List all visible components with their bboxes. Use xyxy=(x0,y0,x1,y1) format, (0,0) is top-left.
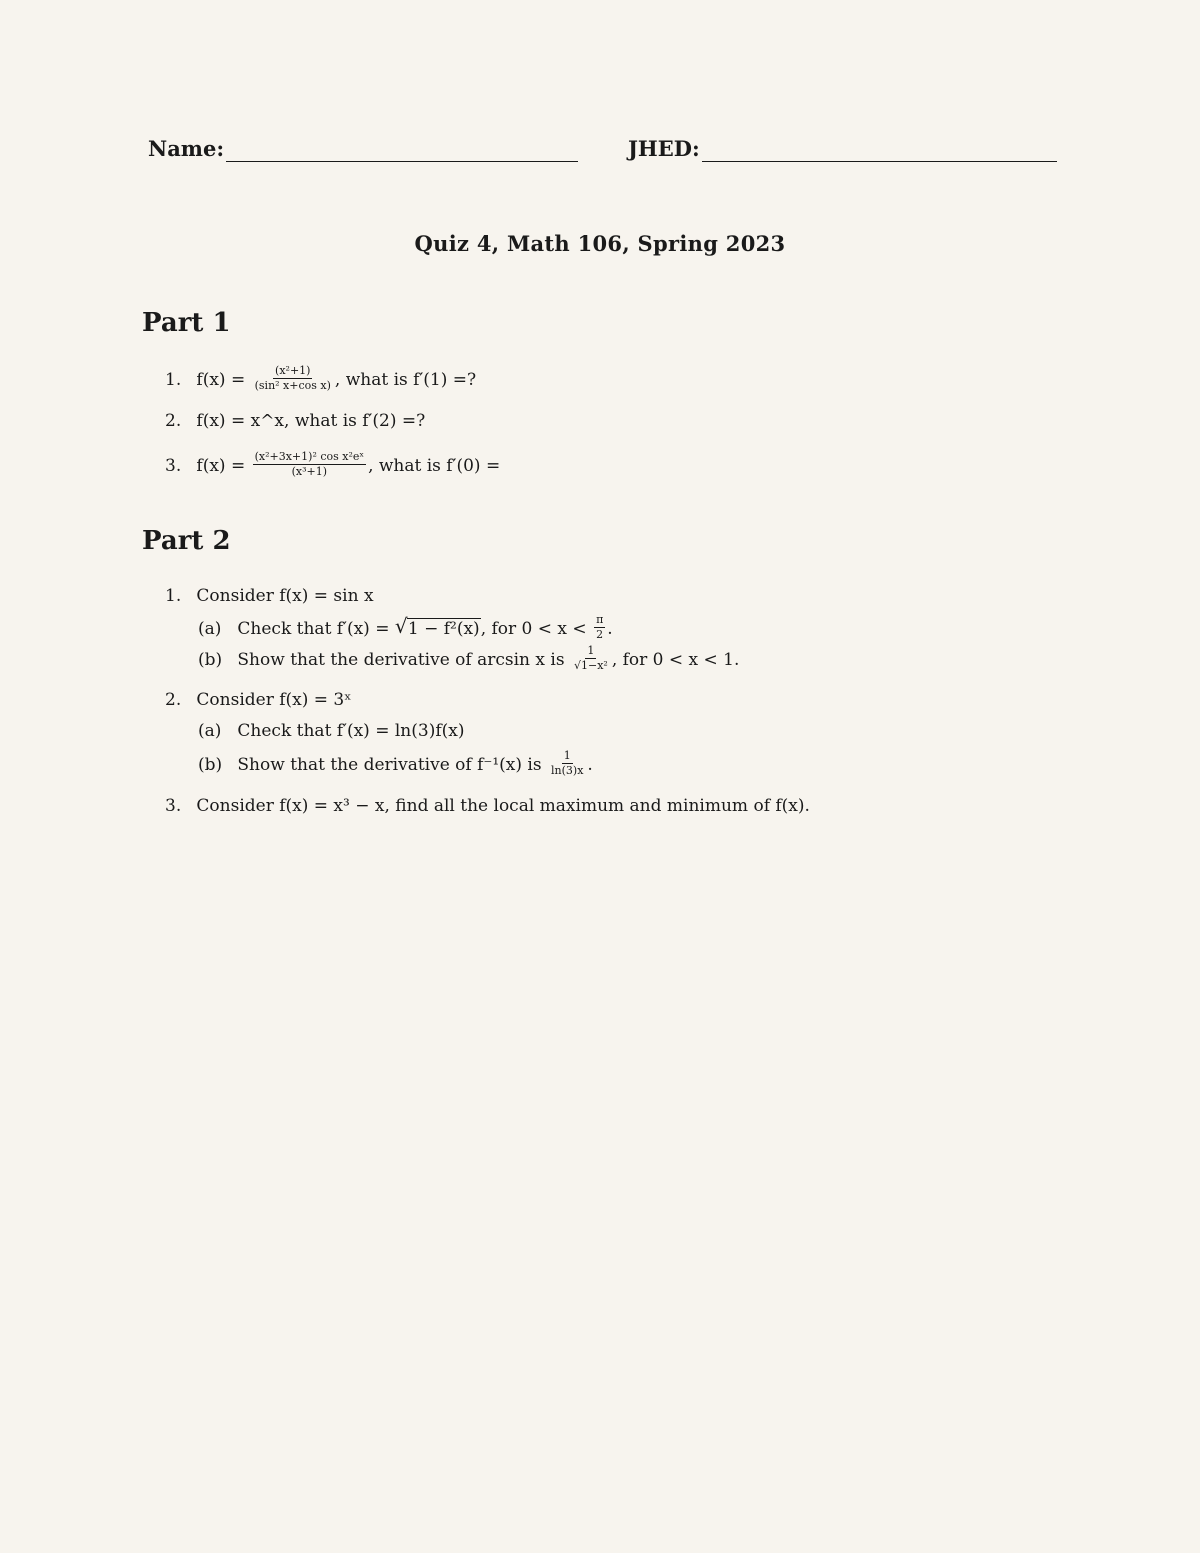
question-text: , what is f′(1) =? xyxy=(334,370,477,390)
question-number: 3. xyxy=(165,796,182,816)
subquestion-text: , for 0 < x < xyxy=(480,619,587,639)
subquestion-label: (a) xyxy=(198,619,222,639)
name-label: Name: xyxy=(148,136,225,161)
question-number: 3. xyxy=(165,456,182,476)
fraction-numerator: (x²+1) xyxy=(275,364,311,377)
subquestion-label: (b) xyxy=(198,755,223,775)
question-number: 2. xyxy=(165,411,182,431)
fraction xyxy=(253,365,333,392)
part2-question-1a xyxy=(198,613,613,643)
subquestion-text: Check that f′(x) = ln(3)f(x) xyxy=(237,721,465,741)
question-text: , what is f′(0) = xyxy=(368,456,501,476)
subquestion-end: . xyxy=(607,619,613,639)
question-number: 2. xyxy=(165,690,182,710)
part1-question-2 xyxy=(165,410,425,432)
part2-question-2 xyxy=(165,689,351,711)
square-root-body: 1 − f²(x) xyxy=(407,619,480,639)
subquestion-text: Show that the derivative of f⁻¹(x) is xyxy=(237,755,542,775)
fraction xyxy=(572,645,610,672)
question-lhs: f(x) = xyxy=(196,370,246,390)
subquestion-label: (a) xyxy=(198,721,222,741)
fraction-numerator: (x²+3x+1)² cos x²eˣ xyxy=(254,450,365,463)
subquestion-text: Show that the derivative of arcsin x is xyxy=(237,650,565,670)
name-field xyxy=(148,136,578,162)
question-text: Consider f(x) = 3ˣ xyxy=(196,690,352,710)
fraction-numerator: 1 xyxy=(563,749,571,762)
radical-sign-icon: √ xyxy=(394,614,408,638)
question-number: 1. xyxy=(165,586,182,606)
subquestion-text: . xyxy=(587,755,593,775)
header-row xyxy=(148,136,1060,166)
part2-question-2b xyxy=(198,749,593,779)
name-blank-line[interactable] xyxy=(226,137,578,162)
jhed-field xyxy=(628,136,1057,162)
part1-heading: Part 1 xyxy=(142,308,231,338)
part1-question-1 xyxy=(165,364,477,394)
square-root xyxy=(394,614,481,640)
part1-question-3 xyxy=(165,450,501,480)
jhed-blank-line[interactable] xyxy=(702,137,1057,162)
question-text: f(x) = x^x, what is f′(2) =? xyxy=(196,411,426,431)
fraction xyxy=(549,750,585,777)
part2-question-2a xyxy=(198,720,464,742)
question-text: Consider f(x) = x³ − x, find all the local maximum and minimum of f(x). xyxy=(196,796,810,816)
question-text: Consider f(x) = sin x xyxy=(196,586,374,606)
fraction xyxy=(594,614,605,641)
part2-question-3 xyxy=(165,795,810,817)
question-lhs: f(x) = xyxy=(196,456,246,476)
question-number: 1. xyxy=(165,370,182,390)
part2-question-1 xyxy=(165,585,374,607)
subquestion-text: , for 0 < x < 1. xyxy=(611,650,740,670)
fraction-numerator: π xyxy=(596,613,604,626)
fraction-denominator: ln(3)x xyxy=(551,764,584,777)
quiz-title: Quiz 4, Math 106, Spring 2023 xyxy=(414,231,786,256)
fraction-denominator: 2 xyxy=(596,628,604,641)
subquestion-label: (b) xyxy=(198,650,223,670)
fraction xyxy=(253,451,366,478)
part2-heading: Part 2 xyxy=(142,526,231,556)
fraction-denominator: (sin² x+cos x) xyxy=(254,379,331,392)
subquestion-text: Check that f′(x) = xyxy=(237,619,390,639)
fraction-denominator: (x³+1) xyxy=(291,465,328,478)
fraction-denominator: √1−x² xyxy=(573,659,608,672)
fraction-numerator: 1 xyxy=(587,644,595,657)
jhed-label: JHED: xyxy=(628,136,700,161)
part2-question-1b xyxy=(198,644,740,674)
